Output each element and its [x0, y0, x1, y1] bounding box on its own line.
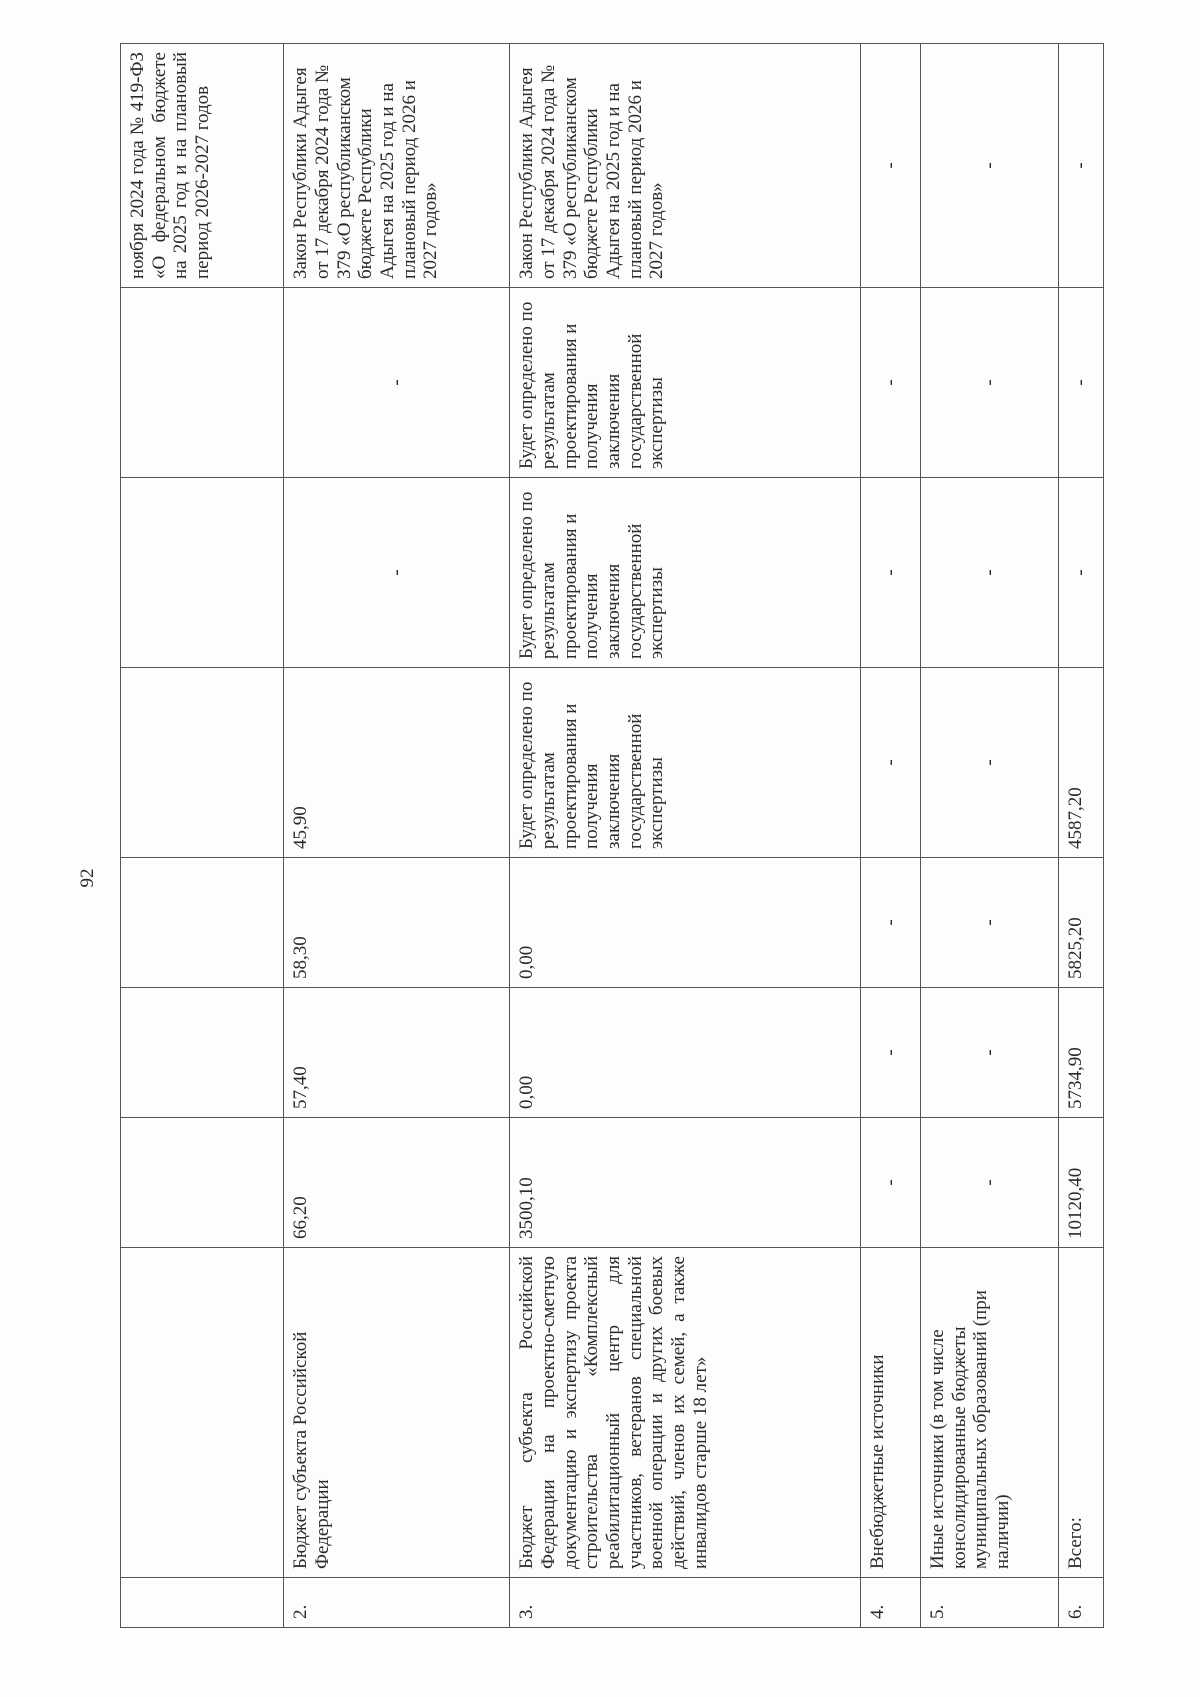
value-cell: 0,00 — [510, 858, 861, 988]
value-cell: Будет определено по результатам проектирования и получения заключения государственной экспертизы — [510, 288, 861, 478]
table-row — [121, 44, 284, 1628]
table-row — [1058, 44, 1103, 1628]
source-cell: Бюджет субъекта Российской Федерации на проектно-сметную документацию и экспертизу проекта строительства «Комплексный реабилитационный центр для участников, ветеранов специальной военной операции и других боевых действий, членов их семей, а также инвалидов старше 18 лет» — [510, 1248, 861, 1578]
value-cell: 3500,10 — [510, 1118, 861, 1248]
value-cell: - — [921, 988, 1059, 1118]
value-cell: - — [921, 288, 1059, 478]
row-number: 3. — [510, 1578, 861, 1628]
source-cell: Бюджет субъекта Российской Федерации — [284, 1248, 510, 1578]
value-cell: - — [1058, 478, 1103, 668]
row-number: 4. — [860, 1578, 920, 1628]
table-row — [860, 44, 920, 1628]
source-cell — [121, 1248, 284, 1578]
value-cell — [121, 1118, 284, 1248]
value-cell: - — [860, 288, 920, 478]
value-cell: 4587,20 — [1058, 668, 1103, 858]
value-cell: 66,20 — [284, 1118, 510, 1248]
value-cell: - — [921, 1118, 1059, 1248]
value-cell: 10120,40 — [1058, 1118, 1103, 1248]
basis-cell: ноября 2024 года № 419-ФЗ «О федеральном бюджете на 2025 год и на плановый период 2026-2027 годов — [121, 44, 284, 288]
value-cell: Будет определено по результатам проектирования и получения заключения государственной экспертизы — [510, 478, 861, 668]
table-row — [921, 44, 1059, 1628]
value-cell: 5825,20 — [1058, 858, 1103, 988]
value-cell: 57,40 — [284, 988, 510, 1118]
value-cell — [121, 288, 284, 478]
basis-cell: - — [921, 44, 1059, 288]
value-cell: 5734,90 — [1058, 988, 1103, 1118]
table-row — [510, 44, 861, 1628]
value-cell: - — [860, 1118, 920, 1248]
table-row — [284, 44, 510, 1628]
basis-cell: Закон Республики Адыгея от 17 декабря 2024 года № 379 «О республиканском бюджете Республики Адыгея на 2025 год и на плановый период 2026 и 2027 годов» — [284, 44, 510, 288]
value-cell: - — [860, 478, 920, 668]
value-cell — [121, 668, 284, 858]
value-cell: 0,00 — [510, 988, 861, 1118]
value-cell: 58,30 — [284, 858, 510, 988]
row-number: 2. — [284, 1578, 510, 1628]
value-cell — [121, 858, 284, 988]
value-cell — [121, 988, 284, 1118]
source-cell: Внебюджетные источники — [860, 1248, 920, 1578]
value-cell: - — [860, 858, 920, 988]
basis-cell: Закон Республики Адыгея от 17 декабря 2024 года № 379 «О республиканском бюджете Республики Адыгея на 2025 год и на плановый период 2026 и 2027 годов» — [510, 44, 861, 288]
value-cell: - — [921, 668, 1059, 858]
source-cell: Иные источники (в том числе консолидированные бюджеты муниципальных образований (при наличии) — [921, 1248, 1059, 1578]
value-cell: Будет определено по результатам проектирования и получения заключения государственной экспертизы — [510, 668, 861, 858]
row-number: 5. — [921, 1578, 1059, 1628]
value-cell — [121, 478, 284, 668]
row-number — [121, 1578, 284, 1628]
value-cell: - — [1058, 288, 1103, 478]
basis-cell: - — [860, 44, 920, 288]
value-cell: - — [921, 478, 1059, 668]
rotated-table-container — [120, 52, 1104, 1628]
value-cell: 45,90 — [284, 668, 510, 858]
value-cell: - — [860, 668, 920, 858]
total-label: Всего: — [1058, 1248, 1103, 1578]
page-number: 92 — [77, 868, 98, 888]
financing-table — [120, 43, 1104, 1628]
value-cell: - — [284, 478, 510, 668]
row-number: 6. — [1058, 1578, 1103, 1628]
value-cell: - — [284, 288, 510, 478]
basis-cell: - — [1058, 44, 1103, 288]
value-cell: - — [921, 858, 1059, 988]
value-cell: - — [860, 988, 920, 1118]
